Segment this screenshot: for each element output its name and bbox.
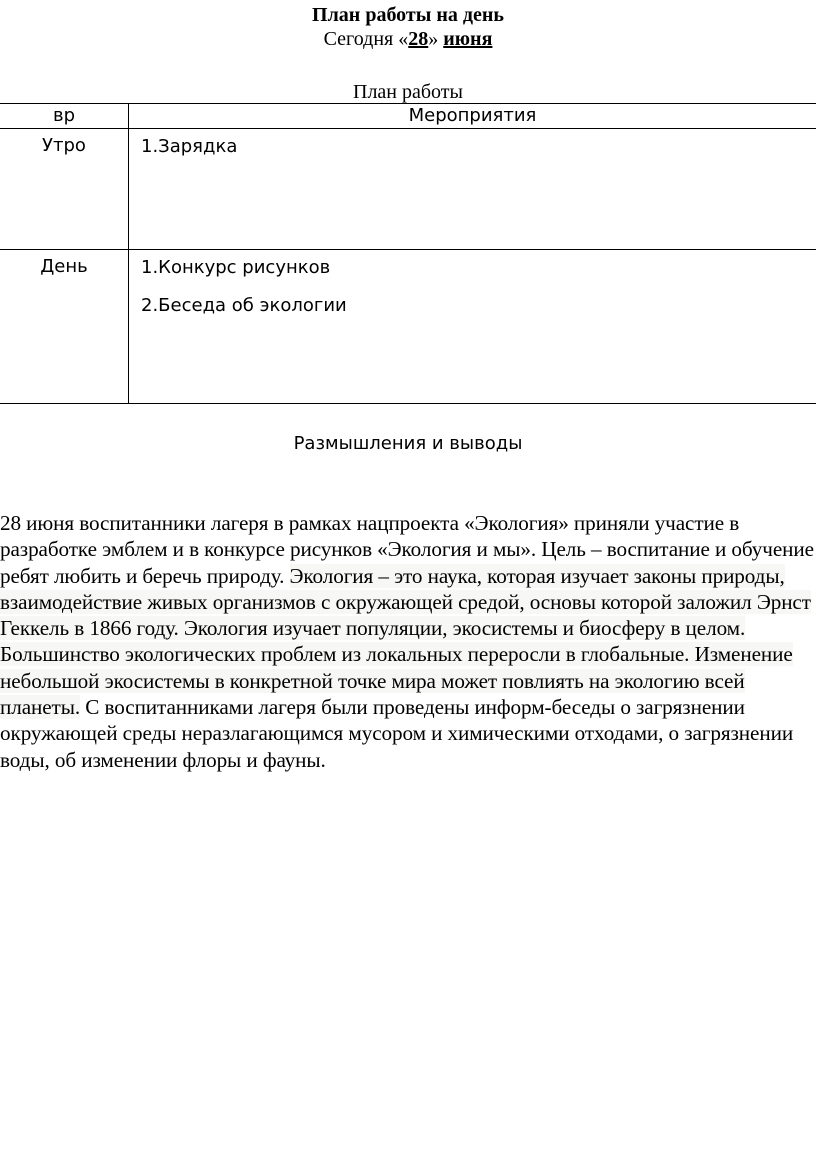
event-item: 1.Зарядка xyxy=(141,136,238,157)
date-line xyxy=(0,27,816,51)
column-header-time: вр xyxy=(0,104,129,129)
column-header-events: Мероприятия xyxy=(129,104,816,129)
event-item: 1.Конкурс рисунков xyxy=(141,257,331,278)
time-cell-day: День xyxy=(0,250,129,404)
plan-heading: План работы xyxy=(353,81,463,103)
reflection-heading: Размышления и выводы xyxy=(293,433,523,454)
plan-table xyxy=(0,103,816,404)
reflection-text-part-b: Экология – это наука, которая изучает законы природы, взаимодействие живых организмов с окружающей средой, основы которой заложил Эрнст Геккель в 1866 году. Экология изучает популяции, экосистемы и биосферу в целом. Большинство экологических проблем из локальных переросли в глобальные. Изменение небольшой экосистемы в конкретной точке мира может повлиять на экологию всей планеты. xyxy=(0,563,811,720)
date-prefix: Сегодня « xyxy=(323,28,409,50)
table-row xyxy=(0,129,816,250)
page-title: План работы на день xyxy=(312,4,504,26)
reflection-text-part-c: С воспитанниками лагеря были проведены информ-беседы о загрязнении окружающей среды неразлагающимся мусором и химическими отходами, о загрязнении воды, об изменении флоры и фауны. xyxy=(0,695,794,772)
events-cell-day xyxy=(129,250,816,404)
reflection-text-part-a: 28 июня воспитанники лагеря в рамках нацпроекта «Экология» приняли участие в разработке эмблем и в конкурсе рисунков «Экология и мы». Цель – воспитание и обучение ребят любить и беречь природу. xyxy=(0,511,814,588)
event-item: 2.Беседа об экологии xyxy=(141,295,347,316)
reflection-paragraph xyxy=(0,510,816,773)
table-row xyxy=(0,250,816,404)
time-cell-morning: Утро xyxy=(0,129,129,250)
date-day: 28 xyxy=(408,28,429,50)
events-cell-morning xyxy=(129,129,816,250)
date-mid: » xyxy=(428,28,444,50)
date-month: июня xyxy=(443,28,493,50)
table-header-row xyxy=(0,104,816,129)
